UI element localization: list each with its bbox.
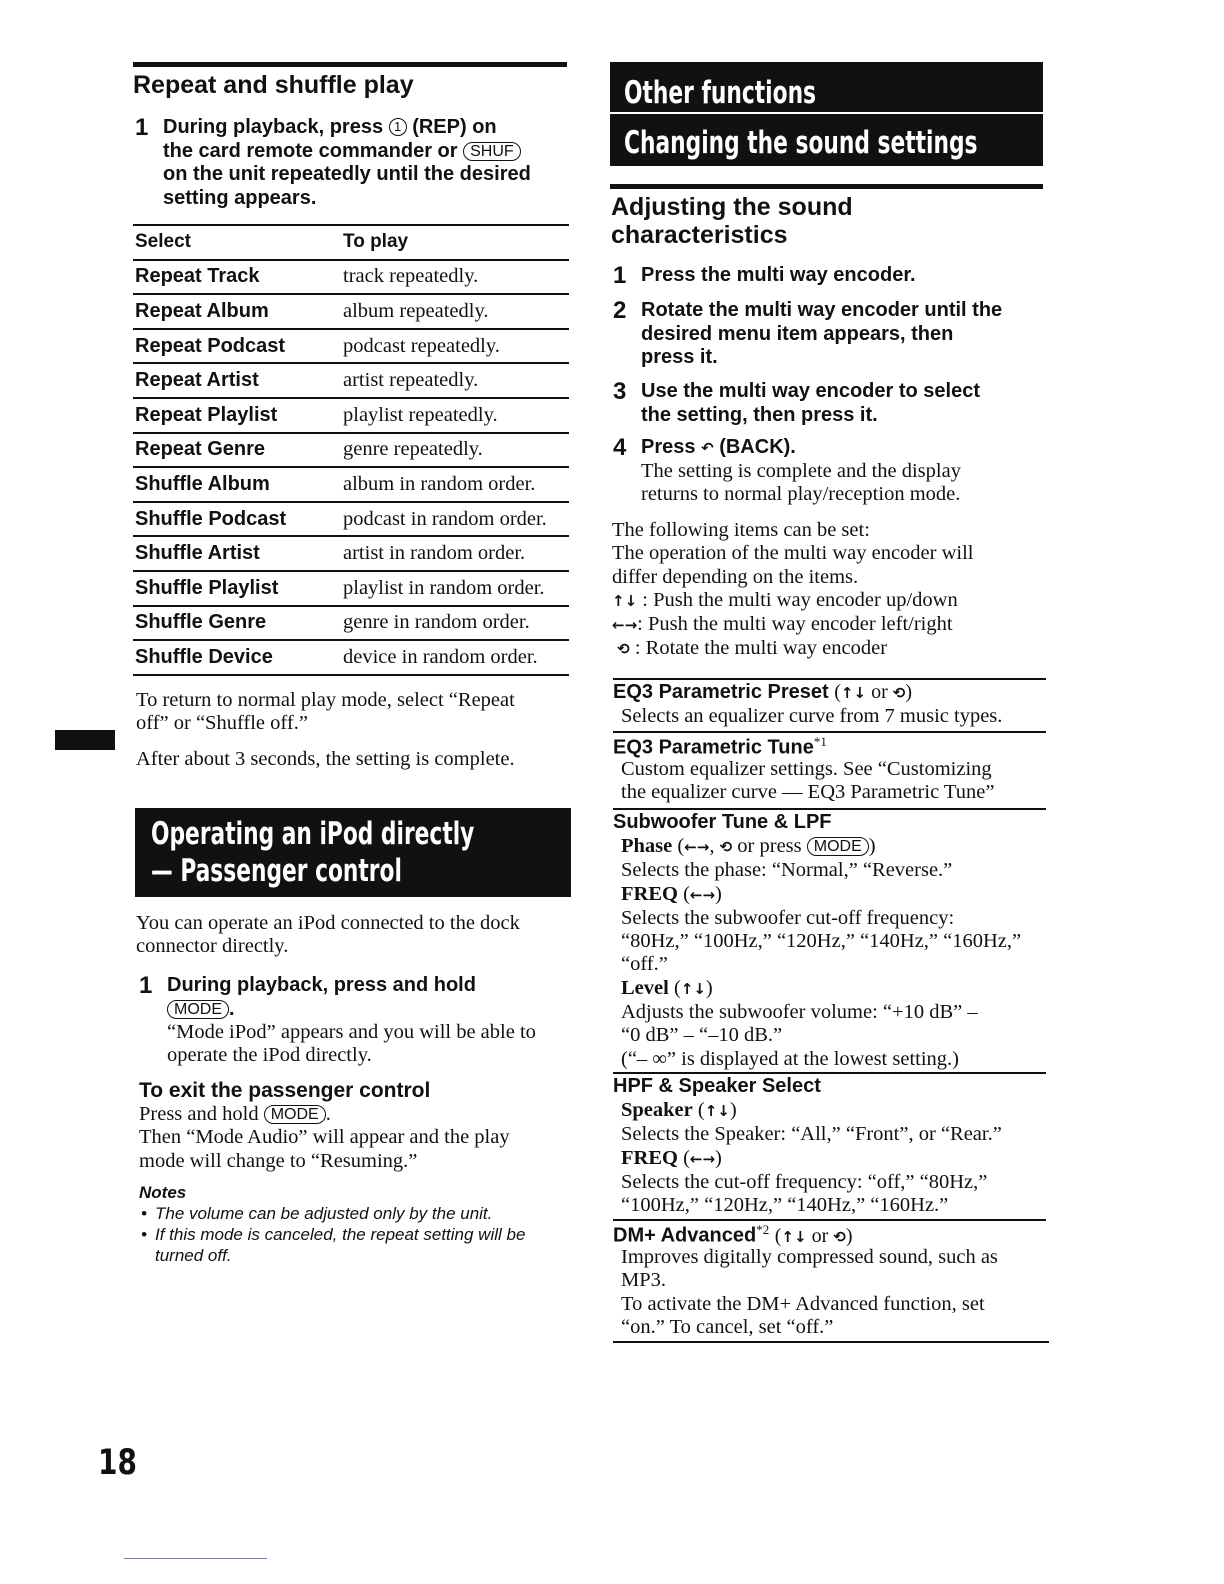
leftright-arrows-icon: ←→ [684,838,710,856]
to-play-cell: artist repeatedly. [337,363,569,398]
step-2 [613,297,1046,370]
banner-line-2: — Passenger control [151,853,402,889]
item-divider [613,1219,1046,1221]
banner-divider [610,112,1043,114]
legend-rotate: ⟲ : Rotate the multi way encoder [617,637,888,660]
step-line: Use the multi way encoder to select [641,380,980,402]
table-row [133,329,569,364]
mode-key: MODE [167,1000,229,1019]
step-number: 1 [613,262,627,289]
section-heading-repeat-shuffle: Repeat and shuffle play [133,71,414,99]
table-row [133,294,569,329]
phase-label: Phase [621,835,673,857]
select-cell: Shuffle Podcast [133,502,337,537]
updown-arrows-icon: ↑↓ [781,1227,807,1246]
to-play-cell: artist in random order. [337,536,569,571]
exit-passenger-heading: To exit the passenger control [139,1079,431,1102]
step-line: Rotate the multi way encoder until the [641,299,1003,321]
step-line: press it. [641,346,718,368]
legend-updown: ↑↓ : Push the multi way encoder up/down [612,588,958,611]
section-rule [610,184,1043,189]
step-line: the setting, then press it. [641,403,878,426]
to-play-cell: album in random order. [337,467,569,502]
after-note: After about 3 seconds, the setting is complete. [136,748,515,770]
item-divider [613,808,1046,810]
ipod-passenger-banner [135,808,571,897]
to-play-cell: album repeatedly. [337,294,569,329]
select-cell: Repeat Genre [133,433,337,468]
select-cell: Repeat Podcast [133,329,337,364]
item-divider [613,1341,1049,1343]
step-number: 4 [613,434,627,461]
table-row [133,502,569,537]
step-3 [613,378,1046,427]
table-row [133,260,569,295]
updown-arrows-icon: ↑↓ [704,1102,730,1120]
repeat-shuffle-table [133,224,569,676]
mode-key: MODE [264,1105,326,1124]
table-row [133,571,569,606]
step-number: 1 [139,972,153,999]
rotate-icon: ⟲ [833,1227,846,1246]
leftright-arrows-icon: ←→ [612,616,638,635]
rep-key: 1 [389,118,407,136]
level-label: Level [621,976,669,999]
freq-label: FREQ [621,882,678,905]
item-divider [613,1072,1046,1074]
table-row [133,606,569,641]
step-line: Press the multi way encoder. [641,264,916,286]
legend-leftright: ←→: Push the multi way encoder left/right [612,613,953,636]
updown-arrows-icon: ↑↓ [680,979,706,998]
step-line: desired menu item appears, then [641,322,954,345]
item-divider [613,678,1046,680]
step-4-body: The setting is complete and the display returns to normal play/reception mode. [641,460,961,506]
table-row [133,363,569,398]
mode-key: MODE [807,837,869,856]
rotate-icon: ⟲ [892,684,906,702]
shuf-key: SHUF [463,142,521,161]
select-cell: Repeat Artist [133,363,337,398]
select-cell: Repeat Playlist [133,398,337,433]
chapter-tab-marker [55,730,115,750]
page-number: 18 [98,1443,137,1483]
items-intro: The following items can be set: The operation of the multi way encoder will differ depending on the items. ↑↓ : Push the multi way encoder up/down ←→: Push the multi way encoder left/right ⟲ : Rotate the multi way encoder [612,519,1048,662]
to-play-cell: podcast in random order. [337,502,569,537]
note-1: • The volume can be adjusted only by the unit. [141,1204,493,1223]
select-cell: Repeat Track [133,260,337,295]
updown-arrows-icon: ↑↓ [840,684,867,702]
to-play-cell: genre repeatedly. [337,433,569,468]
step-number: 2 [613,297,627,324]
speaker-label: Speaker [621,1099,693,1121]
table-row [133,536,569,571]
select-cell: Shuffle Genre [133,606,337,641]
column-header-to-play: To play [337,225,569,260]
updown-arrows-icon: ↑↓ [612,591,638,610]
to-play-cell: podcast repeatedly. [337,329,569,364]
return-note: To return to normal play mode, select “Repeat off” or “Shuffle off.” [136,689,515,735]
banner-line-2: Changing the sound settings [624,125,978,161]
to-play-cell: genre in random order. [337,606,569,641]
leftright-arrows-icon: ←→ [689,885,716,904]
step-1-passenger: 1 During playback, press and hold MODE . [139,972,476,1020]
to-play-cell: playlist repeatedly. [337,398,569,433]
step-4: 4 Press ↶ (BACK). [613,434,796,461]
passenger-step-body: “Mode iPod” appears and you will be able to operate the iPod directly. [167,1021,536,1067]
select-cell: Shuffle Device [133,640,337,675]
section-heading-adjusting: Adjusting the sound characteristics [611,193,853,249]
exit-passenger-body: Press and hold MODE . Then “Mode Audio” will appear and the play mode will change to “Resuming.” [139,1103,510,1172]
table-row [133,433,569,468]
leftright-arrows-icon: ←→ [689,1149,716,1168]
to-play-cell: device in random order. [337,640,569,675]
to-play-cell: playlist in random order. [337,571,569,606]
banner-line-1: Other functions [624,75,817,111]
table-row [133,640,569,675]
table-row [133,467,569,502]
freq-label: FREQ [621,1146,678,1169]
note-2: • If this mode is canceled, the repeat setting will be turned off. [141,1225,526,1265]
table-row [133,398,569,433]
step-number: 1 [135,114,149,141]
item-divider [613,731,1046,733]
select-cell: Shuffle Album [133,467,337,502]
rotate-icon: ⟲ [617,640,630,659]
ipod-intro: You can operate an iPod connected to the dock connector directly. [136,912,520,958]
column-header-select: Select [133,225,337,260]
step-1 [613,262,1046,289]
step-number: 3 [613,378,627,405]
section-rule [133,62,567,67]
select-cell: Shuffle Playlist [133,571,337,606]
rotate-icon: ⟲ [719,838,733,856]
banner-line-1: Operating an iPod directly [151,816,475,852]
to-play-cell: track repeatedly. [337,260,569,295]
back-icon: ↶ [701,439,714,457]
other-functions-banner [610,62,1043,166]
bottom-rule [124,1558,267,1559]
notes-title: Notes [139,1183,187,1202]
select-cell: Repeat Album [133,294,337,329]
table-header-row [133,225,569,260]
select-cell: Shuffle Artist [133,536,337,571]
step-1-repeat: 1 During playback, press 1 (REP) on the card remote commander or SHUF on the unit repeatedly until the desired setting appears. [135,114,531,209]
